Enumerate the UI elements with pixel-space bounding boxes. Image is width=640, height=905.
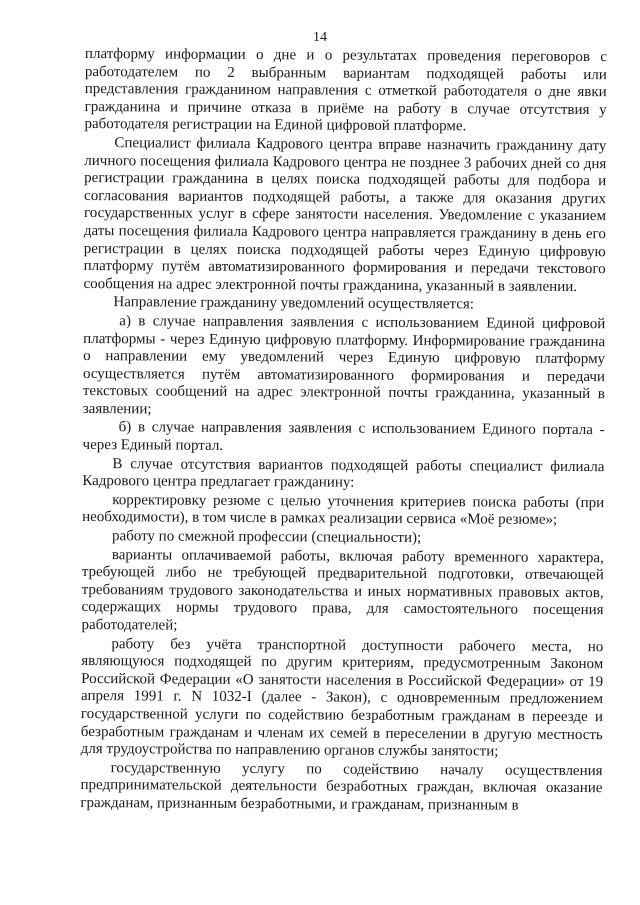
offer-paid-work: варианты оплачиваемой работы, включая работу временного характера, требующей либо не требующей предварительной подготовки, отвечающей требованиям трудового законодательства и иных нормативных правовых актов, содержащих нормы трудового права, для самостоятельного посещения работодателей; [81,546,604,634]
list-item-b: б) в случае направления заявления с использованием Единого портала - через Единый портал. [82,419,605,454]
document-body [80,46,607,816]
paragraph-continuation: платформу информации о дне и о результатах проведения переговоров с работодателем по 2 выбранным вариантам подходящей работы или представления гражданином направления с отметкой работодателя о дне явки гражданина и причине отказа в приёме на работу в случае отсутствия у работодателя регистрации на Единой цифровой платформе. [84,46,607,135]
paragraph-notifications-intro: Направление гражданину уведомлений осуществляется: [113,294,475,313]
paragraph-no-vacancies: В случае отсутствия вариантов подходящей работы специалист филиала Кадрового центра предлагает гражданину: [82,455,605,491]
offer-work-without-transport: работу без учёта транспортной доступности рабочего места, но являющуюся подходящей по другим критериям, предусмотренным Законом Российской Федерации «О занятости населения в Российской Федерации» от 19 апреля 1991 г. N 1032-I (далее - Закон), с одновременным предложением государственной услуги по содействию безработным гражданам в переезде и безработным гражданам и членам их семей в переселении в другую местность для трудоустройства по направлению органов службы занятости; [80,635,604,760]
offer-entrepreneurship-service: государственную услугу по содействию началу осуществления предпринимательской деятельности безработных граждан, включая оказание гражданам, признанным безработными, и гражданам, признанным в [80,759,603,814]
offer-related-profession: работу по смежной профессии (специальности); [111,528,422,547]
offer-resume-correction: корректировку резюме с целью уточнения критериев поиска работы (при необходимости), в том числе в рамках реализации сервиса «Моё резюме»; [82,492,605,529]
page-number: 14 [313,30,327,45]
list-item-a: а) в случае направления заявления с использованием Единой цифровой платформы - через Единую цифровую платформу. Информирование гражданина о направлении ему уведомлений через Единую цифровую платформу осуществляется путём автоматизированного формирования и передачи текстовых сообщений на адрес электронной почты гражданина, указанный в заявлении; [82,313,606,418]
paragraph-specialist-appointment: Специалист филиала Кадрового центра вправе назначить гражданину дату личного посещения филиала Кадрового центра не позднее 3 рабочих дней со дня регистрации гражданина в целях поиска подходящей работы для подбора и согласования вариантов подходящей работы, а также для оказания других государственных услуг в сфере занятости населения. Уведомление с указанием даты посещения филиала Кадрового центра направляется гражданину в день его регистрации в целях поиска подходящей работы через Единую цифровую платформу путём автоматизированного формирования и передачи текстового сообщения на адрес электронной почты гражданина, указанный в заявлении. [83,135,607,295]
